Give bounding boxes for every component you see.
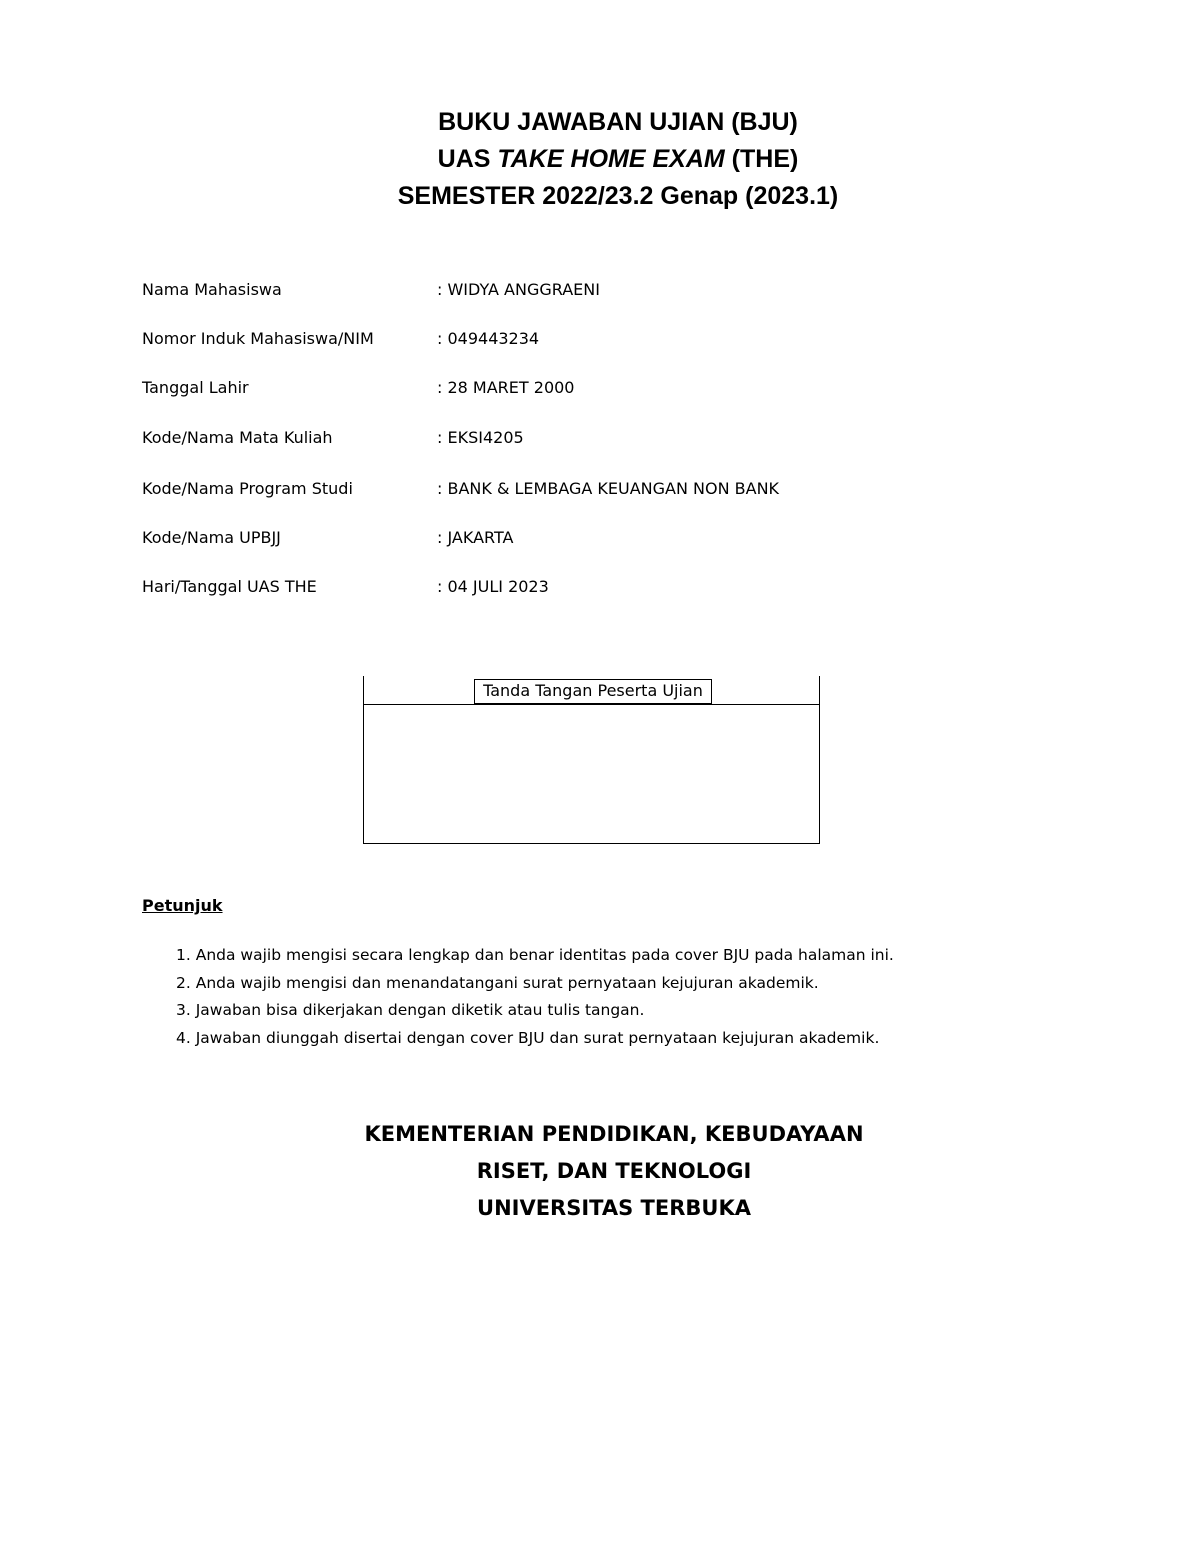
title-line-2-prefix: UAS: [437, 145, 498, 173]
instruction-item: 4. Jawaban diunggah disertai dengan cover BJU dan surat pernyataan kejujuran akademik.: [176, 1028, 880, 1047]
field-program-studi: [142, 476, 1042, 502]
institution-footer: [0, 1116, 1200, 1227]
instruction-item: 1. Anda wajib mengisi secara lengkap dan benar identitas pada cover BJU pada halaman ini.: [176, 946, 894, 964]
field-nama-mahasiswa: [142, 277, 1042, 303]
signature-divider: [364, 704, 819, 705]
field-label: Tanggal Lahir: [142, 378, 249, 397]
field-tanggal-lahir: [142, 375, 1042, 401]
field-value: : EKSI4205: [437, 428, 524, 447]
signature-label: Tanda Tangan Peserta Ujian: [474, 679, 712, 704]
field-tanggal-uas: [142, 574, 1042, 600]
field-value: : JAKARTA: [437, 528, 514, 547]
field-label: Kode/Nama UPBJJ: [142, 528, 281, 547]
instructions-title: Petunjuk: [142, 896, 223, 915]
footer-line-1: KEMENTERIAN PENDIDIKAN, KEBUDAYAAN: [364, 1122, 864, 1146]
field-mata-kuliah: [142, 425, 1042, 451]
field-upbjj: [142, 525, 1042, 551]
instruction-item: 2. Anda wajib mengisi dan menandatangani surat pernyataan kejujuran akademik.: [176, 973, 819, 992]
field-label: Kode/Nama Mata Kuliah: [142, 428, 333, 447]
field-value: : WIDYA ANGGRAENI: [437, 280, 600, 299]
instructions-list: [176, 942, 1076, 1052]
title-line-2: [0, 141, 1200, 178]
field-value: : 04 JULI 2023: [437, 577, 549, 596]
title-line-2-suffix: (THE): [724, 145, 799, 173]
field-value: : 28 MARET 2000: [437, 378, 575, 397]
field-label: Nomor Induk Mahasiswa/NIM: [142, 329, 374, 348]
footer-line-2: RISET, DAN TEKNOLOGI: [476, 1159, 752, 1183]
field-label: Hari/Tanggal UAS THE: [142, 577, 317, 596]
field-label: Kode/Nama Program Studi: [142, 479, 353, 498]
field-value: : 049443234: [437, 329, 540, 348]
field-nim: [142, 326, 1042, 352]
field-label: Nama Mahasiswa: [142, 280, 282, 299]
title-line-1: BUKU JAWABAN UJIAN (BJU): [438, 108, 798, 136]
field-value: : BANK & LEMBAGA KEUANGAN NON BANK: [437, 479, 780, 498]
title-line-3: SEMESTER 2022/23.2 Genap (2023.1): [397, 182, 839, 210]
title-line-2-italic: TAKE HOME EXAM: [497, 145, 725, 173]
signature-box: [363, 676, 820, 844]
document-title: [0, 104, 1200, 215]
footer-line-3: UNIVERSITAS TERBUKA: [477, 1196, 751, 1220]
instruction-item: 3. Jawaban bisa dikerjakan dengan diketik atau tulis tangan.: [176, 1001, 645, 1019]
